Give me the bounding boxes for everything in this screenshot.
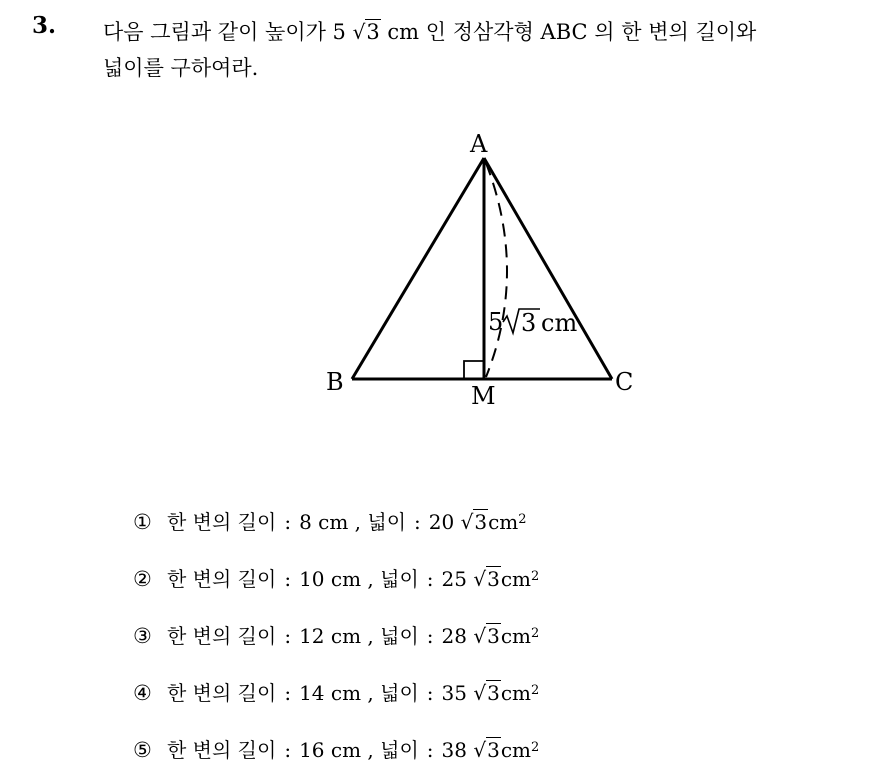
area-coef: 28 bbox=[441, 624, 467, 648]
area-label: 넓이 bbox=[380, 738, 419, 762]
choice-marker: ② bbox=[133, 567, 152, 591]
question-text-before: 다음 그림과 같이 높이가 5 bbox=[103, 20, 346, 44]
area-coef: 38 bbox=[441, 738, 467, 762]
side-length-value: 10 cm bbox=[299, 567, 362, 591]
side-length-value: 12 cm bbox=[299, 624, 362, 648]
side-length-label: 한 변의 길이 bbox=[167, 567, 277, 591]
height-label bbox=[488, 308, 577, 337]
side-AB bbox=[352, 158, 484, 379]
sqrt-expression: √3 bbox=[473, 567, 500, 591]
question-text-after: cm 인 정삼각형 ABC 의 한 변의 길이와 bbox=[387, 20, 757, 44]
choice-marker: ⑤ bbox=[133, 738, 152, 762]
area-exponent: 2 bbox=[531, 683, 540, 698]
height-label-coef: 5 bbox=[488, 308, 504, 336]
side-length-value: 8 cm bbox=[299, 510, 349, 534]
choice-3[interactable]: ③ 한 변의 길이 : 12 cm , 넓이 : 28 √3 cm $^2$ bbox=[133, 608, 539, 665]
area-unit: cm bbox=[500, 567, 531, 591]
sqrt-expression: √3 bbox=[473, 681, 500, 705]
sqrt-expression: √3 bbox=[473, 738, 500, 762]
area-label: 넓이 bbox=[380, 681, 419, 705]
side-AC bbox=[484, 158, 612, 379]
area-exponent: 2 bbox=[531, 740, 540, 755]
side-length-label: 한 변의 길이 bbox=[167, 510, 277, 534]
choice-marker: ④ bbox=[133, 681, 152, 705]
side-length-label: 한 변의 길이 bbox=[167, 681, 277, 705]
question-number: 3. bbox=[32, 12, 57, 39]
area-coef: 20 bbox=[428, 510, 455, 534]
area-unit: cm bbox=[500, 738, 531, 762]
label-M: M bbox=[471, 382, 496, 410]
label-B: B bbox=[326, 368, 344, 396]
choice-marker: ① bbox=[133, 510, 152, 534]
label-C: C bbox=[615, 368, 634, 396]
area-exponent: 2 bbox=[518, 512, 527, 527]
area-exponent: 2 bbox=[531, 569, 540, 584]
sqrt-expression: √3 bbox=[473, 624, 500, 648]
area-exponent: 2 bbox=[531, 626, 540, 641]
area-label: 넓이 bbox=[367, 510, 407, 534]
side-length-value: 14 cm bbox=[299, 681, 362, 705]
height-label-radicand: 3 bbox=[521, 309, 537, 337]
radicand: 3 bbox=[366, 20, 380, 44]
choice-2[interactable]: ② 한 변의 길이 : 10 cm , 넓이 : 25 √3 cm $^2$ bbox=[133, 551, 539, 608]
area-unit: cm bbox=[488, 510, 519, 534]
area-unit: cm bbox=[500, 624, 531, 648]
question-line-2: 넓이를 구하여라. bbox=[103, 56, 259, 80]
choice-1[interactable]: ① 한 변의 길이 : 8 cm , 넓이 : 20 √3 cm $^2$ bbox=[133, 494, 539, 551]
area-label: 넓이 bbox=[380, 567, 419, 591]
answer-choices bbox=[133, 494, 539, 779]
area-unit: cm bbox=[500, 681, 531, 705]
label-A: A bbox=[470, 130, 488, 158]
side-length-label: 한 변의 길이 bbox=[167, 738, 277, 762]
side-length-value: 16 cm bbox=[299, 738, 362, 762]
area-label: 넓이 bbox=[380, 624, 419, 648]
area-coef: 25 bbox=[441, 567, 467, 591]
height-label-unit: cm bbox=[541, 309, 578, 337]
sqrt-expression: √3 bbox=[460, 510, 488, 534]
choice-4[interactable]: ④ 한 변의 길이 : 14 cm , 넓이 : 35 √3 cm $^2$ bbox=[133, 665, 539, 722]
side-length-label: 한 변의 길이 bbox=[167, 624, 277, 648]
right-angle-mark bbox=[464, 361, 484, 379]
choice-marker: ③ bbox=[133, 624, 152, 648]
area-coef: 35 bbox=[441, 681, 467, 705]
choice-5[interactable]: ⑤ 한 변의 길이 : 16 cm , 넓이 : 38 √3 cm $^2$ bbox=[133, 722, 539, 779]
radical-sign: √ bbox=[352, 20, 366, 44]
